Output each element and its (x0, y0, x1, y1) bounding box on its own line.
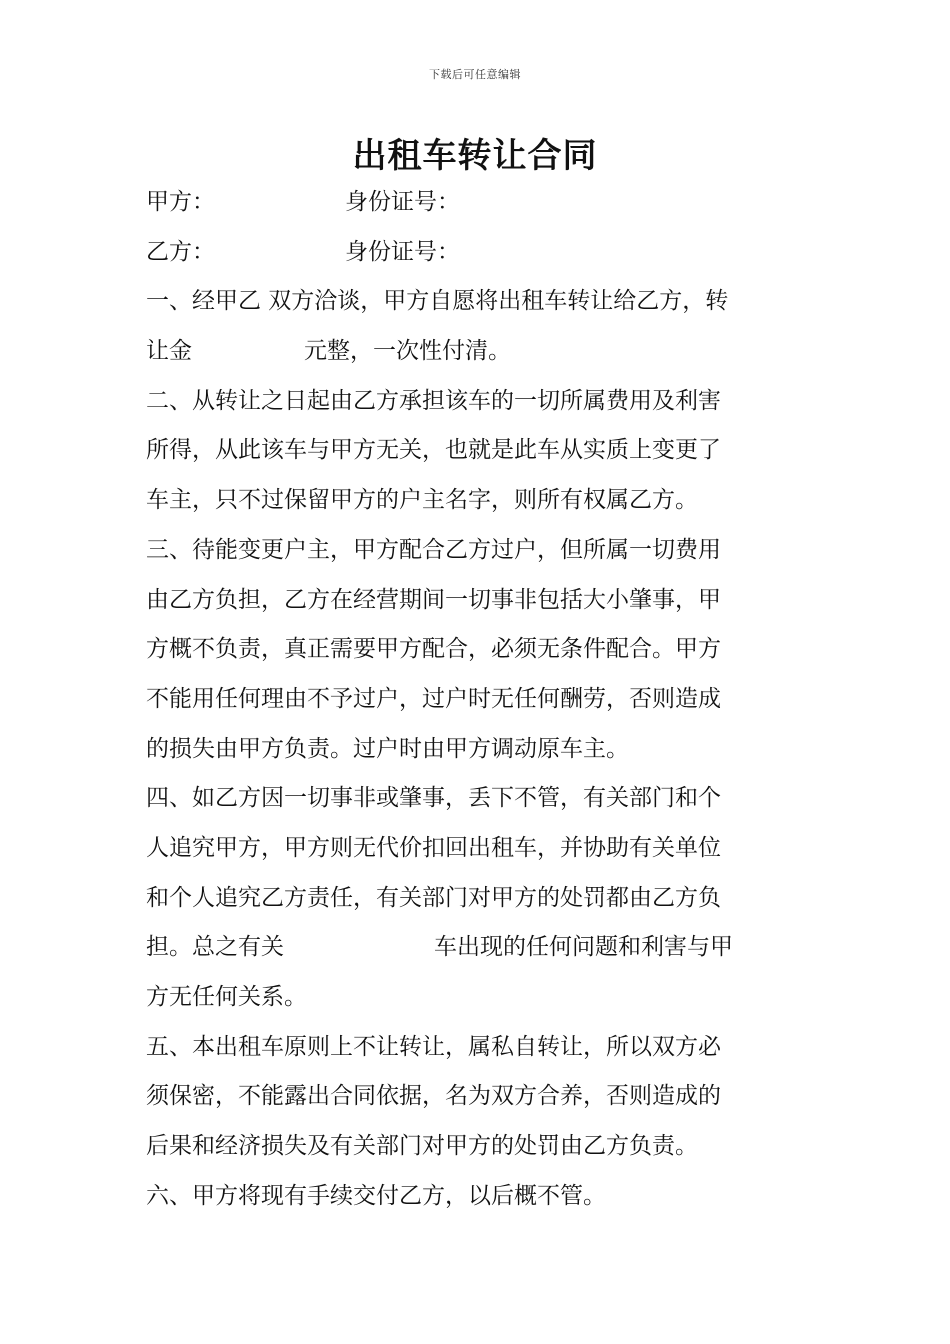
party-a-label: 甲方： (146, 189, 215, 215)
clause-line: 方概不负责，真正需要甲方配合，必须无条件配合。甲方 (146, 636, 721, 663)
contract-body (146, 178, 806, 1221)
clause-line: 五、本出租车原则上不让转让，属私自转让，所以双方必 (146, 1033, 721, 1060)
amount-suffix: 元整，一次性付清。 (304, 338, 511, 365)
header-note: 下载后可任意编辑 (429, 68, 521, 81)
vehicle-suffix: 车出现的任何问题和利害与甲 (434, 934, 733, 961)
clause-line: 二、从转让之日起由乙方承担该车的一切所属费用及利害 (146, 387, 721, 414)
party-b-line (146, 228, 806, 278)
party-b-label: 乙方： (146, 238, 215, 265)
clause-line: 所得，从此该车与甲方无关，也就是此车从实质上变更了 (146, 437, 721, 464)
clause-line: 三、待能变更户主，甲方配合乙方过户，但所属一切费用 (146, 536, 721, 563)
clause-line: 由乙方负担，乙方在经营期间一切事非包括大小肇事，甲 (146, 586, 721, 613)
clause-line: 须保密，不能露出合同依据，名为双方合养，否则造成的 (146, 1083, 721, 1110)
party-b-id-label: 身份证号： (345, 238, 460, 265)
clause-line: 车主，只不过保留甲方的户主名字，则所有权属乙方。 (146, 487, 698, 514)
party-a-line (146, 178, 806, 228)
clause-line: 的损失由甲方负责。过户时由甲方调动原车主。 (146, 735, 629, 762)
party-a-id-label: 身份证号： (345, 189, 460, 215)
clause-line: 六、甲方将现有手续交付乙方，以后概不管。 (146, 1182, 606, 1209)
clause-line: 方无任何关系。 (146, 984, 307, 1010)
vehicle-prefix: 担。总之有关 (146, 934, 284, 961)
clause-line: 后果和经济损失及有关部门对甲方的处罚由乙方负责。 (146, 1133, 698, 1160)
clause-line: 不能用任何理由不予过户，过户时无任何酬劳，否则造成 (146, 685, 721, 712)
clause-line: 和个人追究乙方责任，有关部门对甲方的处罚都由乙方负 (146, 884, 721, 911)
clause-line-vehicle (146, 923, 806, 973)
clause-line: 四、如乙方因一切事非或肇事，丢下不管，有关部门和个 (146, 785, 721, 812)
clause-line: 一、经甲乙 双方洽谈，甲方自愿将出租车转让给乙方，转 (146, 288, 729, 315)
clause-line-amount (146, 327, 806, 377)
document-title: 出租车转让合同 (352, 136, 598, 176)
clause-line: 人追究甲方，甲方则无代价扣回出租车，并协助有关单位 (146, 834, 721, 861)
amount-label: 让金 (146, 338, 192, 365)
